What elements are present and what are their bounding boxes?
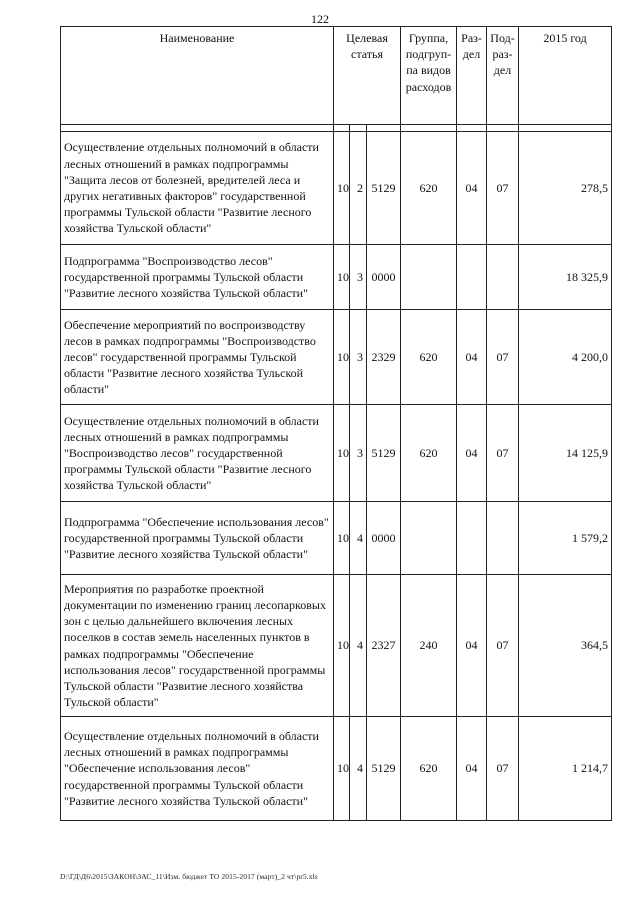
row-section: 04 [457,132,487,245]
row-code-subprogram: 2 [350,132,367,245]
row-code-direction: 5129 [367,132,401,245]
row-code-program: 10 [334,717,350,821]
row-name: Подпрограмма "Воспроизводство лесов" государственной программы Тульской области "Развитие лесного хозяйства Тульской области" [61,245,334,310]
row-code-program: 10 [334,310,350,405]
row-subsection: 07 [487,717,519,821]
row-subsection [487,502,519,575]
row-code-subprogram: 3 [350,310,367,405]
row-name: Обеспечение мероприятий по воспроизводству лесов в рамках подпрограммы "Воспроизводство лесов" государственной программы Тульской области "Развитие лесного хозяйства Тульской области" [61,310,334,405]
row-code-program: 10 [334,502,350,575]
header-section: Раз-дел [457,27,487,125]
table-row [61,502,612,575]
row-expense-group: 620 [401,405,457,502]
row-code-subprogram: 4 [350,575,367,717]
row-code-subprogram: 4 [350,717,367,821]
row-name: Осуществление отдельных полномочий в области лесных отношений в рамках подпрограммы "Воспроизводство лесов" государственной программы Тульской области "Развитие лесного хозяйства Тульской области" [61,405,334,502]
row-expense-group: 620 [401,132,457,245]
row-expense-group: 240 [401,575,457,717]
row-section: 04 [457,405,487,502]
row-name: Мероприятия по разработке проектной документации по изменению границ лесопарковых зон с целью дальнейшего включения лесных поселков в состав земель населенных пунктов в рамках подпрограммы "Обеспечение использования лесов" государственной программы Тульской области "Развитие лесного хозяйства Тульской области" [61,575,334,717]
row-code-program: 10 [334,575,350,717]
row-section: 04 [457,310,487,405]
header-target-article: Целевая статья [334,27,401,125]
row-subsection: 07 [487,132,519,245]
row-expense-group [401,502,457,575]
row-section [457,502,487,575]
header-row [61,27,612,125]
row-code-program: 10 [334,132,350,245]
table-row [61,405,612,502]
table-row [61,575,612,717]
row-amount: 364,5 [519,575,612,717]
row-code-direction: 0000 [367,502,401,575]
row-section [457,245,487,310]
row-code-subprogram: 3 [350,405,367,502]
row-amount: 1 214,7 [519,717,612,821]
row-amount: 14 125,9 [519,405,612,502]
row-code-program: 10 [334,405,350,502]
row-subsection [487,245,519,310]
row-code-direction: 0000 [367,245,401,310]
row-name: Осуществление отдельных полномочий в области лесных отношений в рамках подпрограммы "Защита лесов от болезней, вредителей леса и других негативных факторов" государственной программы Тульской области "Развитие лесного хозяйства Тульской области" [61,132,334,245]
row-section: 04 [457,717,487,821]
row-code-direction: 5129 [367,405,401,502]
file-path-footer: D:\ГД\Д6\2015\ЗАКОН\ЗАС_11\Изм. бюджет ТО 2015-2017 (март)_2 чт\pr5.xls [60,872,318,881]
header-expense-group: Группа, подгруп-па видов расходов [401,27,457,125]
row-amount: 18 325,9 [519,245,612,310]
header-subsection: Под-раз-дел [487,27,519,125]
row-expense-group [401,245,457,310]
row-name: Осуществление отдельных полномочий в области лесных отношений в рамках подпрограммы "Обеспечение использования лесов" государственной программы Тульской области "Развитие лесного хозяйства Тульской области" [61,717,334,821]
row-amount: 278,5 [519,132,612,245]
row-expense-group: 620 [401,310,457,405]
budget-table [60,26,612,821]
row-expense-group: 620 [401,717,457,821]
table-row [61,132,612,245]
row-subsection: 07 [487,310,519,405]
row-code-subprogram: 3 [350,245,367,310]
row-code-direction: 2329 [367,310,401,405]
row-subsection: 07 [487,575,519,717]
row-amount: 1 579,2 [519,502,612,575]
row-code-direction: 5129 [367,717,401,821]
row-section: 04 [457,575,487,717]
table-row [61,310,612,405]
row-code-program: 10 [334,245,350,310]
row-amount: 4 200,0 [519,310,612,405]
row-name: Подпрограмма "Обеспечение использования лесов" государственной программы Тульской области "Развитие лесного хозяйства Тульской области" [61,502,334,575]
row-code-direction: 2327 [367,575,401,717]
row-subsection: 07 [487,405,519,502]
header-year: 2015 год [519,27,612,125]
row-code-subprogram: 4 [350,502,367,575]
table-row [61,245,612,310]
table-row [61,717,612,821]
page-number: 122 [311,12,329,26]
header-name: Наименование [61,27,334,125]
